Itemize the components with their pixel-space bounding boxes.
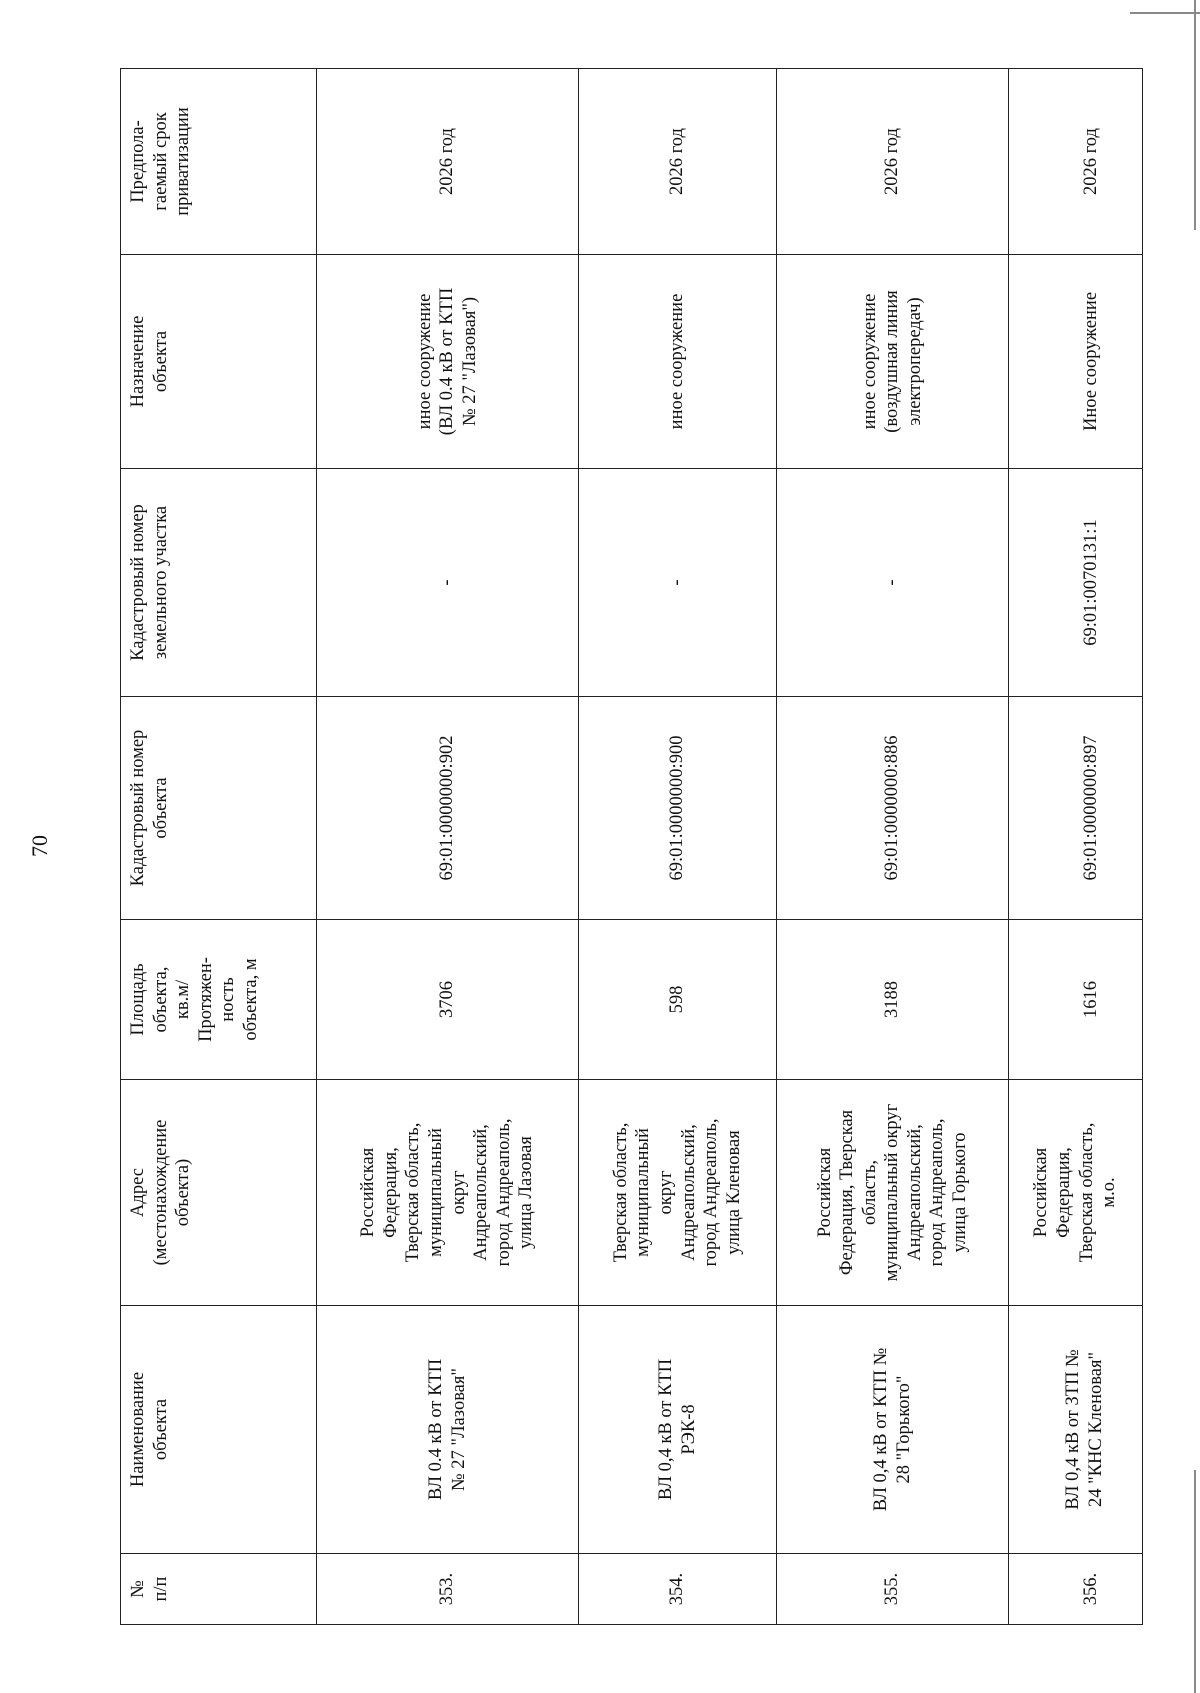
cell-name: ВЛ 0,4 кВ от КТП РЭК-8 [579, 1306, 777, 1554]
cell-address: Российская Федерация, Тверская область, м.о. [1009, 1080, 1143, 1306]
cell-area: 598 [579, 920, 777, 1080]
cell-address: Российская Федерация, Тверская область, муниципальный округ Андреапольский, город Андреаполь, улица Лазовая [317, 1080, 579, 1306]
cell-purpose: иное сооружение (воздушная линия электропередач) [777, 255, 1009, 469]
cell-area: 3706 [317, 920, 579, 1080]
cell-cad-land: - [777, 469, 1009, 697]
header-name: Наименование объекта [121, 1306, 317, 1554]
header-cad-land: Кадастровый номер земельного участка [121, 469, 317, 697]
page-number: 70 [27, 835, 52, 857]
cell-area: 3188 [777, 920, 1009, 1080]
cell-name: ВЛ 0,4 кВ от ЗТП № 24 "КНС Кленовая" [1009, 1306, 1143, 1554]
rotated-table-frame [120, 69, 1142, 1625]
table-row [317, 69, 579, 1625]
cell-name: ВЛ 0.4 кВ от КТП № 27 "Лазовая" [317, 1306, 579, 1554]
cell-cad-object: 69:01:0000000:900 [579, 697, 777, 920]
cell-num: 354. [579, 1554, 777, 1625]
cell-purpose: иное сооружение (ВЛ 0.4 кВ от КТП № 27 "Лазовая") [317, 255, 579, 469]
header-num: № п/п [121, 1554, 317, 1625]
cell-purpose: иное сооружение [579, 255, 777, 469]
header-address: Адрес (местонахождение объекта) [121, 1080, 317, 1306]
cell-cad-land: - [579, 469, 777, 697]
cell-cad-object: 69:01:0000000:886 [777, 697, 1009, 920]
cell-privatization: 2026 год [1009, 69, 1143, 255]
cell-purpose: Иное сооружение [1009, 255, 1143, 469]
cell-cad-object: 69:01:0000000:897 [1009, 697, 1143, 920]
cell-address: Тверская область, муниципальный округ Андреапольский, город Андреаполь, улица Кленовая [579, 1080, 777, 1306]
right-edge-line-bottom [1194, 1470, 1196, 1693]
table-row [777, 69, 1009, 1625]
cell-name: ВЛ 0,4 кВ от КТП № 28 "Горького" [777, 1306, 1009, 1554]
cell-num: 353. [317, 1554, 579, 1625]
cell-cad-land: - [317, 469, 579, 697]
cell-privatization: 2026 год [777, 69, 1009, 255]
cell-area: 1616 [1009, 920, 1143, 1080]
cell-privatization: 2026 год [579, 69, 777, 255]
cell-privatization: 2026 год [317, 69, 579, 255]
header-cad-object: Кадастровый номер объекта [121, 697, 317, 920]
table-row [1009, 69, 1143, 1625]
table-row [579, 69, 777, 1625]
right-edge-line-top [1194, 0, 1196, 230]
header-purpose: Назначение объекта [121, 255, 317, 469]
cell-cad-land: 69:01:0070131:1 [1009, 469, 1143, 697]
header-area: Площадь объекта, кв.м/ Протяжен- ность объекта, м [121, 920, 317, 1080]
top-edge-line [1130, 12, 1200, 14]
cell-cad-object: 69:01:0000000:902 [317, 697, 579, 920]
privatization-table [120, 68, 1143, 1625]
header-privatization: Предпола- гаемый срок приватизации [121, 69, 317, 255]
cell-num: 355. [777, 1554, 1009, 1625]
rotated-table-wrapper [120, 69, 1142, 1625]
table-header-row [121, 69, 317, 1625]
cell-num: 356. [1009, 1554, 1143, 1625]
cell-address: Российская Федерация, Тверская область, муниципальный округ Андреапольский, город Андреаполь, улица Горького [777, 1080, 1009, 1306]
